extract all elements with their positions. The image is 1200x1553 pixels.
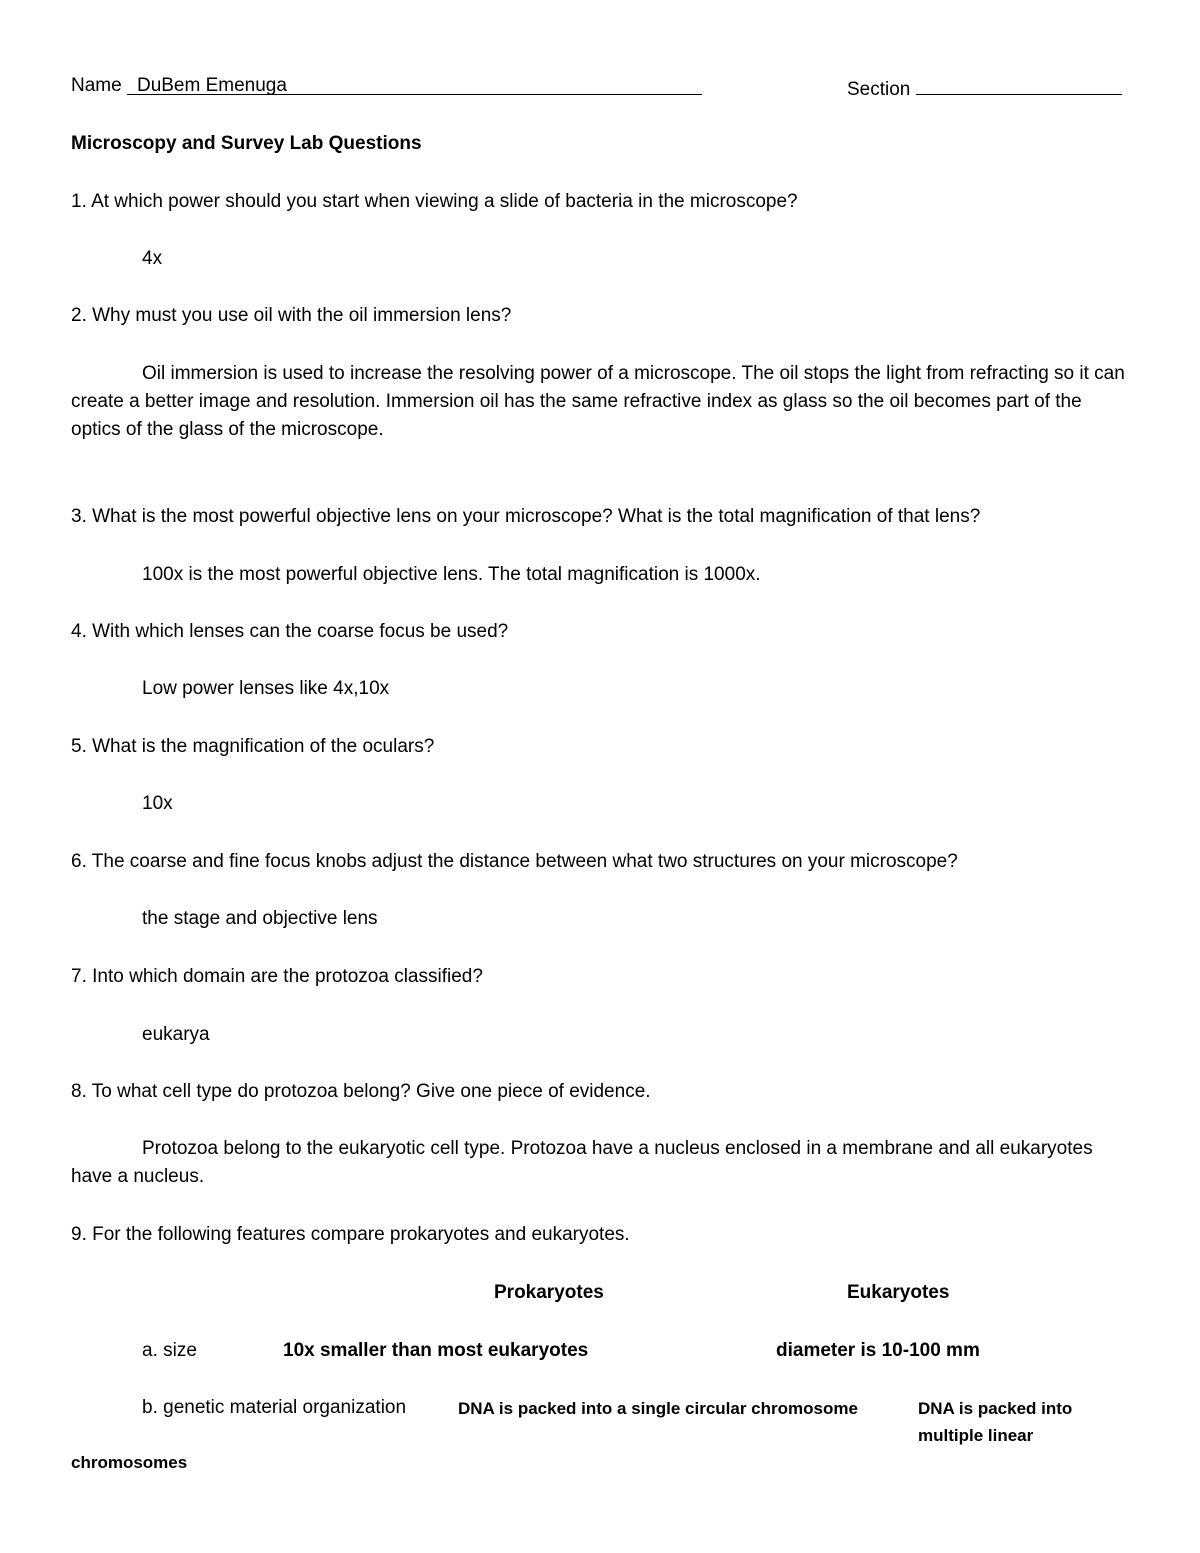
row-genetic-eukaryotes-line2: multiple linear — [918, 1426, 1034, 1445]
question-4: 4. With which lenses can the coarse focus be used? — [71, 621, 509, 642]
name-label: Name — [71, 75, 127, 96]
answer-8: Protozoa belong to the eukaryotic cell type. Protozoa have a nucleus enclosed in a membrane and all eukaryotes have a nucleus. — [71, 1138, 1093, 1187]
row-label-size: a. size — [142, 1340, 197, 1361]
question-5: 5. What is the magnification of the oculars? — [71, 736, 435, 757]
answer-6: the stage and objective lens — [142, 908, 378, 929]
answer-5: 10x — [142, 793, 173, 814]
col-header-eukaryotes: Eukaryotes — [847, 1282, 950, 1303]
name-value: DuBem Emenuga — [136, 75, 287, 96]
question-3: 3. What is the most powerful objective lens on your microscope? What is the total magnification of that lens? — [71, 506, 981, 527]
row-genetic-prokaryotes: DNA is packed into a single circular chromosome — [458, 1399, 858, 1418]
question-6: 6. The coarse and fine focus knobs adjust the distance between what two structures on your microscope? — [71, 851, 958, 872]
question-9: 9. For the following features compare prokaryotes and eukaryotes. — [71, 1224, 630, 1245]
answer-4: Low power lenses like 4x,10x — [142, 678, 390, 699]
name-field[interactable] — [127, 72, 702, 95]
row-size-eukaryotes: diameter is 10-100 mm — [776, 1340, 980, 1361]
row-size-prokaryotes: 10x smaller than most eukaryotes — [283, 1340, 589, 1361]
section-label: Section — [847, 79, 916, 100]
answer-2: Oil immersion is used to increase the resolving power of a microscope. The oil stops the light from refracting so it can create a better image and resolution. Immersion oil has the same refractive index as glass so the oil becomes part of the optics of the glass of the microscope. — [71, 363, 1125, 440]
col-header-prokaryotes: Prokaryotes — [494, 1282, 604, 1303]
answer-1: 4x — [142, 248, 163, 269]
question-8: 8. To what cell type do protozoa belong? Give one piece of evidence. — [71, 1081, 651, 1102]
page-title: Microscopy and Survey Lab Questions — [71, 133, 422, 154]
question-7: 7. Into which domain are the protozoa classified? — [71, 966, 483, 987]
answer-3: 100x is the most powerful objective lens. The total magnification is 1000x. — [142, 564, 761, 585]
section-field[interactable] — [916, 72, 1122, 95]
row-label-genetic: b. genetic material organization — [142, 1397, 407, 1418]
question-2: 2. Why must you use oil with the oil immersion lens? — [71, 305, 512, 326]
row-genetic-eukaryotes-line1: DNA is packed into — [918, 1399, 1073, 1418]
answer-7: eukarya — [142, 1024, 210, 1045]
name-line — [71, 72, 702, 100]
row-genetic-wrap: chromosomes — [71, 1453, 188, 1472]
section-line — [847, 72, 1122, 104]
question-1: 1. At which power should you start when viewing a slide of bacteria in the microscope? — [71, 191, 798, 212]
